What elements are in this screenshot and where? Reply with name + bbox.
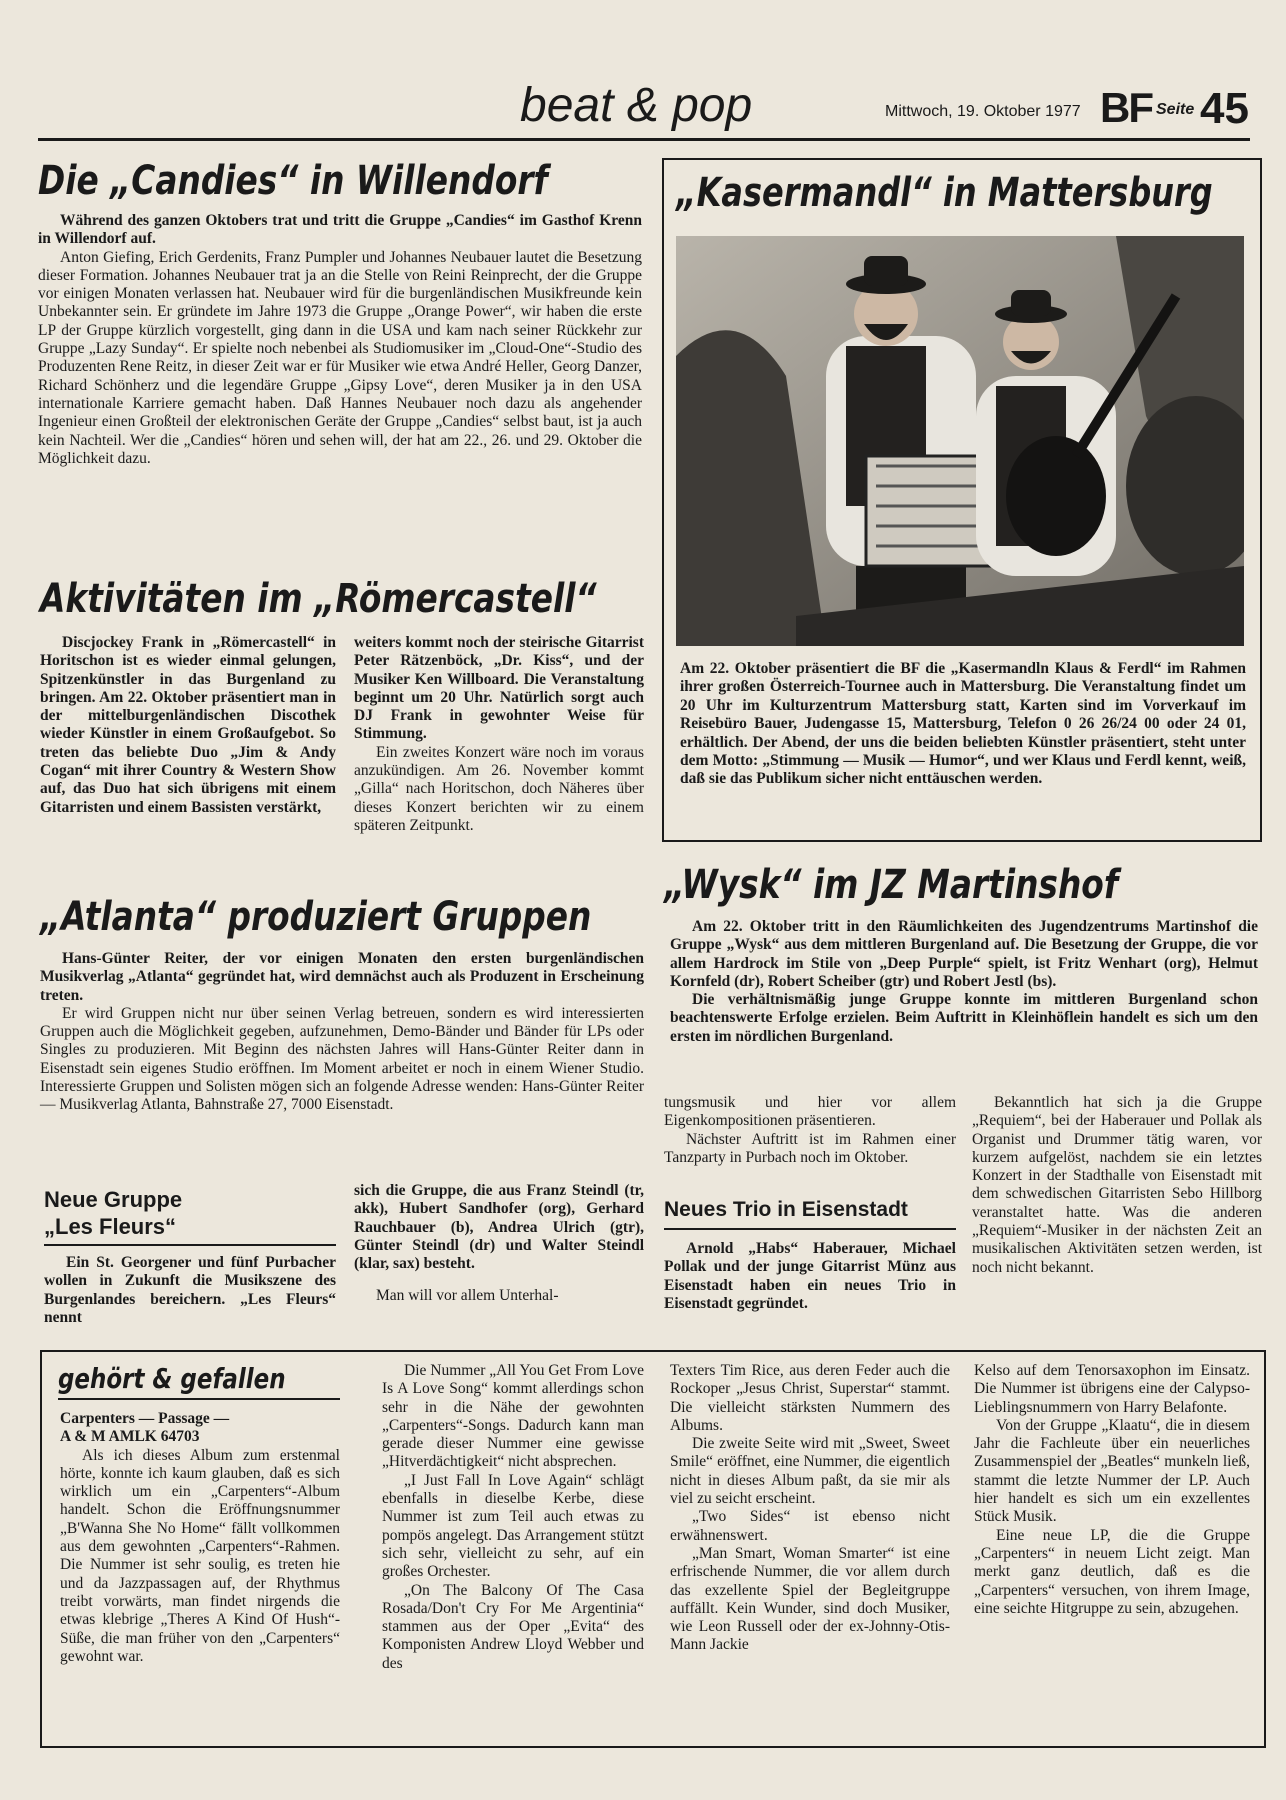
kasermandl-caption bbox=[680, 660, 1246, 789]
trio-col1-top bbox=[664, 1094, 956, 1167]
roemercastell-text-3: Ein zweites Konzert wäre noch im voraus anzukündigen. Am 26. November kommt „Gilla“ nach Horitschon, doch Näheres über dieses Konzert berichten wir zu einem späteren Zeitpunkt. bbox=[354, 743, 644, 834]
les-fleurs-rule bbox=[44, 1244, 336, 1246]
roemercastell-col1 bbox=[40, 634, 336, 817]
les-fleurs-col2 bbox=[354, 1182, 644, 1306]
review-text-11: Eine neue LP, die die Gruppe „Carpenters“ in neuem Licht zeigt. Man merkt ganz deutlich, daß es die „Carpenters“ versuchen, von ihrem Image, eine seichte Hitgruppe zu sein, abzugehen. bbox=[974, 1526, 1250, 1617]
review-text-5: Texters Tim Rice, aus deren Feder auch die Rockoper „Jesus Christ, Superstar“ stammt. Die vielleicht stärksten Nummern des Albums. bbox=[670, 1362, 950, 1434]
review-text-8: „Man Smart, Woman Smarter“ ist eine erfrischende Nummer, die vor allem durch das exzellente Spiel der Begleitgruppe auffällt. Kein Wunder, sind doch Musiker, wie Leon Russell oder der ex-Johnny-Otis-Mann Jackie bbox=[670, 1544, 950, 1654]
issue-date: Mittwoch, 19. Oktober 1977 bbox=[885, 103, 1081, 120]
les-fleurs-text-1: Ein St. Georgener und fünf Purbacher wollen in Zukunft die Musikszene des Burgenlandes bereichern. „Les Fleurs“ nennt bbox=[44, 1254, 336, 1326]
les-fleurs-col1 bbox=[44, 1254, 336, 1327]
review-album-line-2: A & M AMLK 64703 bbox=[60, 1428, 200, 1446]
newspaper-logo: BF bbox=[1100, 84, 1152, 131]
candies-body: Anton Giefing, Erich Gerdenits, Franz Pumpler und Johannes Neubauer lautet die Besetzung dieser Formation. Johannes Neubauer trat ja an die Stelle von Reini Reinprecht, der die Gruppe vor einigen Monaten verlassen hat. Neubauer wird für die burgenländischen Musikfreunde kein Unbekannter sein. Er gründete im Jahre 1973 die Gruppe „Orange Power“, wir haben die erste LP der Gruppe kürzlich vorgestellt, ging dann in die USA und kam nach seiner Rückkehr zur Gruppe „Lazy Sunday“. Er spielte noch nebenbei als Studiomusiker im „Cloud-One“-Studio des Produzenten Rene Reitz, in dieser Zeit war er für Musiker wie etwa André Heller, Georg Danzer, Richard Schönherz und die legendäre Gruppe „Gipsy Love“, deren Musiker ja in den USA internationale Karriere gemacht haben. Daß Hannes Neubauer noch dazu als angehender Ingenieur einen Großteil der elektronischen Geräte der Gruppe „Candies“ selbst baut, ist ja auch kein Nachteil. Wer die „Candies“ hören und sehen will, der hat am 22., 26. und 29. Oktober die Möglichkeit dazu. bbox=[38, 248, 642, 467]
review-text-10: Von der Gruppe „Klaatu“, die in diesem Jahr die Fachleute über ein neuerliches Zusammenspiel der „Beatles“ munkeln ließ, stammt die letzte Nummer der LP. Auch hier handelt es sich um ein exzellentes Stück Musik. bbox=[974, 1416, 1250, 1526]
neues-trio-col2 bbox=[972, 1094, 1262, 1277]
review-col1 bbox=[60, 1410, 340, 1666]
review-text-1: Als ich dieses Album zum erstenmal hörte, konnte ich kaum glauben, daß es sich wirklich um ein „Carpenters“-Album handelt. Schon die Eröffnungsnummer „B'Wanna She No Home“ fällt vollkommen aus dem gewohnten „Carpenters“-Rahmen. Die Nummer ist sehr soulig, es treten hie und da Jazzpassagen auf, der Rhythmus treibt vorwärts, man findet nirgends die etwas klebrige „Theres A Kind Of Hush“-Süße, die man früher von den „Carpenters“ gewohnt war. bbox=[60, 1446, 340, 1665]
roemercastell-text-1: Discjockey Frank in „Römercastell“ in Horitschon ist es wieder einmal gelungen, Spitzenkünstler in das Burgenland zu bringen. Am 22. Oktober präsentiert man in der mittelburgenländischen Discothek wieder Künstler in einem Großaufgebot. So treten das beliebte Duo „Jim & Andy Cogan“ mit ihrer Country & Western Show auf, das Duo hat sich übrigens mit einem Gitarristen und einem Bassisten verstärkt, bbox=[40, 634, 336, 816]
kasermandl-photo bbox=[676, 236, 1244, 646]
article-wysk bbox=[670, 918, 1258, 1046]
review-text-6: Die zweite Seite wird mit „Sweet, Sweet Smile“ eröffnet, eine Nummer, die eigentlich nicht in dieses Album paßt, da sie mir als viel zu seicht erscheint. bbox=[670, 1435, 950, 1508]
les-fleurs-continued-1: tungsmusik und hier vor allem Eigenkompositionen präsentieren. bbox=[664, 1094, 956, 1130]
review-title: gehört & gefallen bbox=[58, 1362, 286, 1395]
neues-trio-body: Bekanntlich hat sich ja die Gruppe „Requiem“, bei der Haberauer und Pollak als Organist und Drummer tätig waren, vor kurzem aufgelöst, nachdem sie ein letztes Konzert in der Stadthalle von Eisenstadt mit dem schwedischen Gitarristen Sebo Hillborg veranstaltet hatte. Was die anderen „Requiem“-Musiker in der nächsten Zeit an musikalischen Aktivitäten setzen werden, ist noch nicht bekannt. bbox=[972, 1094, 1262, 1276]
review-text-4: „On The Balcony Of The Casa Rosada/Don't Cry For Me Argentinia“ stammen aus der Oper „Evita“ des Komponisten Andrew Lloyd Webber und des bbox=[382, 1581, 644, 1672]
review-col4 bbox=[974, 1362, 1250, 1618]
header-rule bbox=[38, 138, 1250, 141]
les-fleurs-title-1: Neue Gruppe bbox=[44, 1187, 183, 1212]
headline-atlanta: „Atlanta“ produziert Gruppen bbox=[40, 894, 592, 940]
article-atlanta bbox=[40, 950, 644, 1115]
photo-musicians-icon bbox=[676, 236, 1244, 646]
review-text-2: Die Nummer „All You Get From Love Is A Love Song“ kommt allerdings schon sehr in die Nähe der gewohnten „Carpenters“-Songs. Dadurch kann man gerade dieser Nummer eine gewisse „Hitverdächtigkeit“ nicht absprechen. bbox=[382, 1362, 644, 1471]
review-album-line-1: Carpenters — Passage — bbox=[60, 1410, 230, 1427]
section-title: beat & pop bbox=[520, 79, 753, 132]
headline-candies: Die „Candies“ in Willendorf bbox=[38, 158, 548, 204]
neues-trio-lead: Arnold „Habs“ Haberauer, Michael Pollak und der junge Gitarrist Münz aus Eisenstadt haben ein neues Trio in Eisenstadt gegründet. bbox=[664, 1240, 956, 1312]
atlanta-lead: Hans-Günter Reiter, der vor einigen Monaten den ersten burgenländischen Musikverlag „Atlanta“ gegründet hat, wird demnächst auch als Produzent in Erscheinung treten. bbox=[40, 950, 644, 1004]
headline-les-fleurs bbox=[44, 1186, 182, 1240]
review-text-3: „I Just Fall In Love Again“ schlägt ebenfalls in dieselbe Kerbe, diese Nummer ist zum Teil auch etwas zu pompös angelegt. Das Arrangement stützt sich sehr, vielleicht zu sehr, auf ein großes Orchester. bbox=[382, 1471, 644, 1581]
review-text-7: „Two Sides“ ist ebenso nicht erwähnenswert. bbox=[670, 1508, 950, 1544]
headline-neues-trio: Neues Trio in Eisenstadt bbox=[664, 1198, 908, 1221]
kasermandl-caption-text: Am 22. Oktober präsentiert die BF die „Kasermandln Klaus & Ferdl“ im Rahmen ihrer großen Österreich-Tournee auch in Mattersburg. Die Veranstaltung findet um 20 Uhr im Kulturzentrum Mattersburg statt, Karten sind im Vorverkauf im Reisebüro Bauer, Judengasse 15, Mattersburg, Telefon 0 26 26/24 00 oder 24 01, erhältlich. Der Abend, der uns die beiden beliebten Künstler präsentiert, steht unter dem Motto: „Stimmung — Musik — Humor“, und wer Klaus und Ferdl kennt, weiß, daß sie das Publikum sicher nicht enttäuschen werden. bbox=[680, 660, 1246, 788]
les-fleurs-continued-2: Nächster Auftritt ist im Rahmen einer Tanzparty in Purbach noch im Oktober. bbox=[664, 1130, 956, 1166]
roemercastell-text-2: weiters kommt noch der steirische Gitarrist Peter Rätzenböck, „Dr. Kiss“, und der Musiker Ken Willboard. Die Veranstaltung beginnt um 20 Uhr. Natürlich sorgt auch DJ Frank in gewohnter Weise für Stimmung. bbox=[354, 634, 644, 743]
neues-trio-rule bbox=[664, 1228, 956, 1230]
wysk-text-2: Die verhältnismäßig junge Gruppe konnte im mittleren Burgenland schon beachtenswerte Erfolge erzielen. Beim Auftritt in Kleinhöflein handelt es sich um den ersten im nördlichen Burgenland. bbox=[670, 991, 1258, 1045]
review-text-9: Kelso auf dem Tenorsaxophon im Einsatz. Die Nummer ist übrigens eine der Calypso-Lieblingsnummern von Harry Belafonte. bbox=[974, 1362, 1250, 1416]
wysk-text-1: Am 22. Oktober tritt in den Räumlichkeiten des Jugendzentrums Martinshof die Gruppe „Wysk“ aus dem mittleren Burgenland auf. Die Besetzung der Gruppe, die vor allem Hardrock im Stile von „Deep Purple“ spielt, ist Fritz Wenhart (org), Helmut Kornfeld (dr), Robert Scheiber (gtr) und Robert Jestl (bs). bbox=[670, 918, 1258, 990]
les-fleurs-title-2: „Les Fleurs“ bbox=[44, 1214, 177, 1239]
article-candies bbox=[38, 212, 642, 468]
atlanta-body: Er wird Gruppen nicht nur über seinen Verlag betreuen, sondern es wird interessierten Gruppen auch die Möglichkeit gegeben, aufzunehmen, Demo-Bänder und Bänder für LPs oder Singles zu produzieren. Mit Beginn des nächsten Jahres will Hans-Günter Reiter dann in Eisenstadt sein eigenes Studio eröffnen. Im Moment arbeitet er noch in einem Wiener Studio. Interessierte Gruppen und Solisten mögen sich an folgende Adresse wenden: Hans-Günter Reiter — Musikverlag Atlanta, Bahnstraße 27, 7000 Eisenstadt. bbox=[40, 1004, 644, 1114]
roemercastell-col2 bbox=[354, 634, 644, 835]
headline-roemercastell: Aktivitäten im „Römercastell“ bbox=[40, 576, 597, 622]
review-col3 bbox=[670, 1362, 950, 1655]
headline-wysk: „Wysk“ im JZ Martinshof bbox=[664, 862, 1119, 908]
page-number: 45 bbox=[1200, 84, 1249, 133]
neues-trio-col1 bbox=[664, 1240, 956, 1313]
page-label: Seite bbox=[1156, 101, 1195, 118]
review-title-rule bbox=[58, 1398, 340, 1400]
headline-kasermandl: „Kasermandl“ in Mattersburg bbox=[676, 170, 1213, 216]
candies-lead: Während des ganzen Oktobers trat und tritt die Gruppe „Candies“ im Gasthof Krenn in Willendorf auf. bbox=[38, 212, 642, 248]
review-col2 bbox=[382, 1362, 644, 1673]
les-fleurs-text-3: Man will vor allem Unterhal- bbox=[376, 1287, 559, 1305]
les-fleurs-text-2: sich die Gruppe, die aus Franz Steindl (tr, akk), Hubert Sandhofer (org), Gerhard Rauchbauer (b), Andrea Ulrich (gtr), Günter Steindl (dr) und Walter Steindl (klar, sax) besteht. bbox=[354, 1182, 644, 1273]
